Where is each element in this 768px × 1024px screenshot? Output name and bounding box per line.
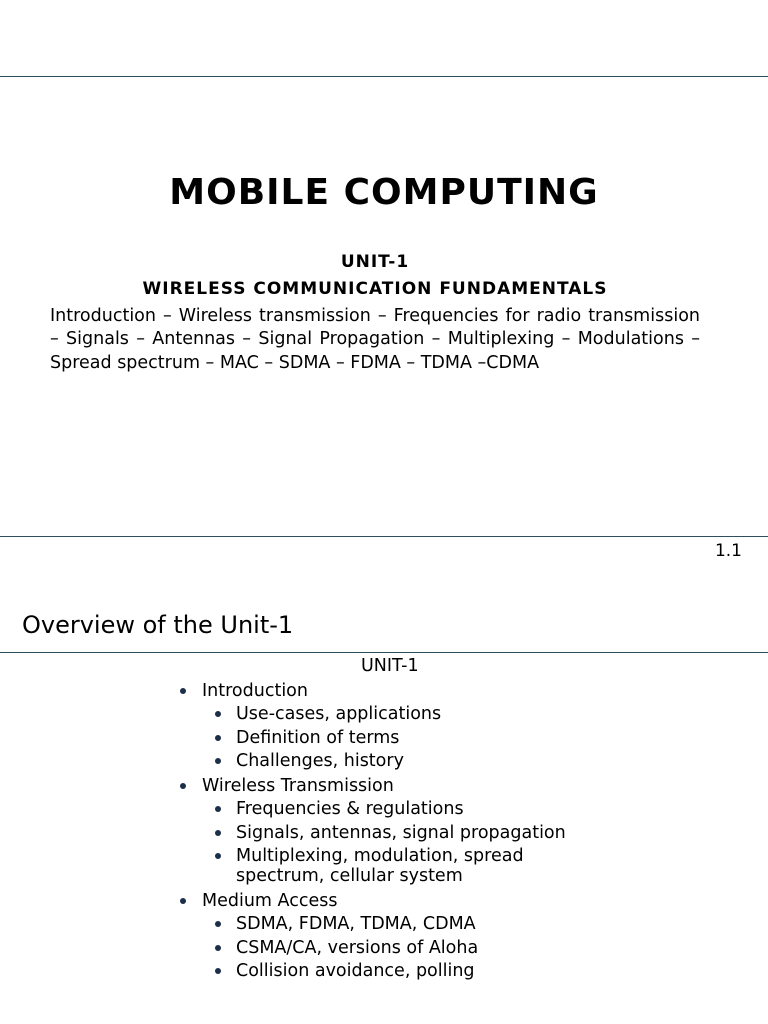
bullet-icon bbox=[215, 806, 221, 812]
topic-item bbox=[180, 775, 566, 886]
subtopic-item bbox=[202, 751, 566, 771]
page-number: 1.1 bbox=[714, 541, 742, 561]
subtopic-item bbox=[202, 914, 566, 934]
subtopic-label: Use-cases, applications bbox=[236, 704, 442, 724]
subtopic-item bbox=[202, 846, 566, 886]
bullet-icon bbox=[215, 968, 221, 974]
overview-divider bbox=[0, 652, 768, 653]
subtopic-item bbox=[202, 799, 566, 819]
subtopic-list bbox=[202, 704, 566, 771]
subtopic-item bbox=[202, 704, 566, 724]
bullet-icon bbox=[215, 921, 221, 927]
bullet-icon bbox=[215, 945, 221, 951]
subtopic-label: Signals, antennas, signal propagation bbox=[236, 822, 566, 843]
subtopic-label: Definition of terms bbox=[236, 727, 400, 748]
subtopic-item bbox=[202, 938, 566, 958]
bullet-icon bbox=[215, 711, 221, 717]
top-divider bbox=[0, 76, 768, 77]
unit-subtitle: WIRELESS COMMUNICATION FUNDAMENTALS bbox=[142, 279, 608, 299]
topic-outline bbox=[180, 680, 566, 985]
subtopic-label: Frequencies & regulations bbox=[236, 799, 464, 819]
bullet-icon bbox=[215, 735, 221, 741]
slide-divider bbox=[0, 536, 768, 537]
bullet-icon bbox=[180, 783, 186, 789]
subtopic-item bbox=[202, 823, 566, 843]
topic-label: Medium Access bbox=[202, 891, 338, 911]
topic-label: Wireless Transmission bbox=[202, 776, 394, 796]
slide-title: MOBILE COMPUTING bbox=[169, 172, 599, 213]
bullet-icon bbox=[215, 830, 221, 836]
subtopic-label: Challenges, history bbox=[236, 751, 404, 771]
overview-title: Overview of the Unit-1 bbox=[22, 611, 294, 639]
bullet-icon bbox=[215, 853, 221, 859]
subtopic-label: Multiplexing, modulation, spread spectrum, cellular system bbox=[236, 846, 524, 886]
subtopic-label: CSMA/CA, versions of Aloha bbox=[236, 937, 479, 958]
subtopic-list bbox=[202, 799, 566, 886]
subtopic-label: SDMA, FDMA, TDMA, CDMA bbox=[236, 914, 476, 934]
bullet-icon bbox=[180, 688, 186, 694]
unit-label: UNIT-1 bbox=[340, 252, 410, 272]
bullet-icon bbox=[215, 758, 221, 764]
subtopic-item bbox=[202, 728, 566, 748]
syllabus-paragraph: Introduction – Wireless transmission – Frequencies for radio transmission – Signals – Antennas – Signal Propagation – Multiplexing – Modulations – Spread spectrum – MAC – SDMA – FDMA – TDMA –CDMA bbox=[50, 306, 700, 373]
subtopic-item bbox=[202, 961, 566, 981]
subtopic-list bbox=[202, 914, 566, 981]
topic-label: Introduction bbox=[202, 681, 308, 701]
bullet-icon bbox=[180, 898, 186, 904]
topic-item bbox=[180, 680, 566, 771]
topic-item bbox=[180, 890, 566, 981]
overview-caption: UNIT-1 bbox=[361, 656, 419, 676]
subtopic-label: Collision avoidance, polling bbox=[236, 961, 475, 981]
